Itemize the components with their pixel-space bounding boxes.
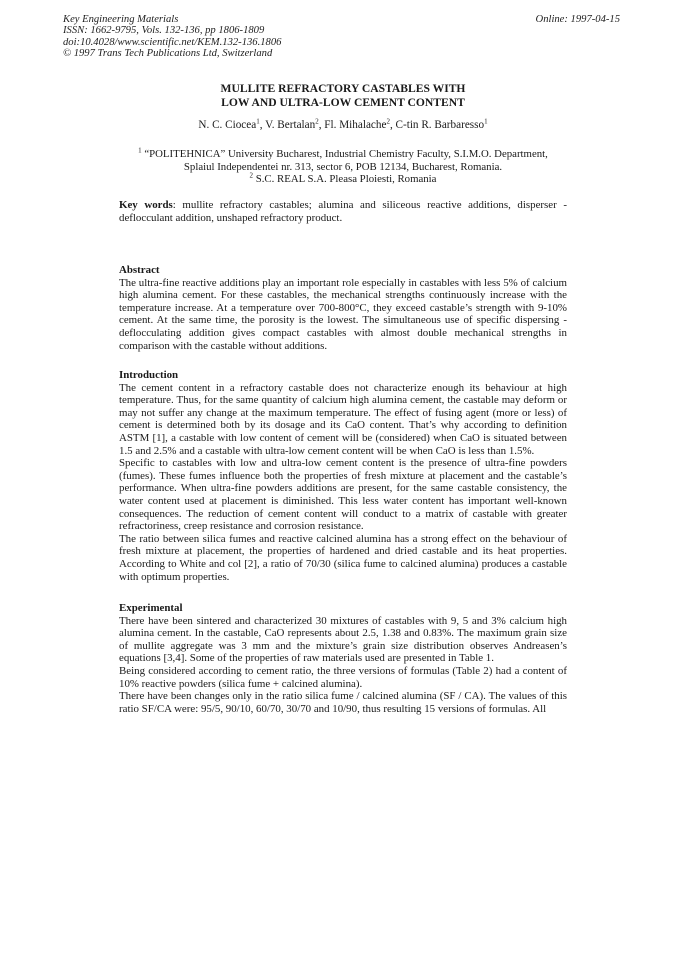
affil-marker: 2 bbox=[249, 171, 254, 180]
paper-title bbox=[63, 82, 623, 109]
affiliation-1 bbox=[63, 148, 623, 161]
keywords-label: Key words bbox=[119, 199, 173, 211]
affiliation-2 bbox=[63, 173, 623, 186]
affiliation-2-text: S.C. REAL S.A. Pleasa Ploiesti, Romania bbox=[253, 173, 437, 186]
author-list bbox=[63, 119, 623, 132]
author-name: , V. Bertalan bbox=[259, 119, 316, 131]
keywords-block bbox=[119, 199, 567, 225]
title-line-1: MULLITE REFRACTORY CASTABLES WITH bbox=[220, 82, 466, 95]
paragraph: Being considered according to cement ratio, the three versions of formulas (Table 2) had a content of 10% reactive powders (silica fume + calcined alumina). bbox=[119, 664, 567, 690]
affiliation-1-line-2: Splaiul Independentei nr. 313, sector 6, POB 12134, Bucharest, Romania. bbox=[183, 160, 503, 173]
experimental-heading: Experimental bbox=[119, 602, 183, 614]
introduction-heading: Introduction bbox=[119, 369, 179, 381]
abstract-heading: Abstract bbox=[119, 264, 160, 276]
paragraph: The ratio between silica fumes and reactive calcined alumina has a strong effect on the behaviour of fresh mixture at placement, the properties of hardened and dried castable and its heat properties. According to White and col [2], a ratio of 70/30 (silica fume to calcined alumina) produces a castable with optimum properties. bbox=[119, 532, 567, 583]
author-affil-marker: 2 bbox=[315, 117, 319, 126]
paragraph: There have been changes only in the ratio silica fume / calcined alumina (SF / CA). The values of this ratio SF/CA were: 95/5, 90/10, 60/70, 30/70 and 10/90, thus resulting 15 versions of formulas. All bbox=[119, 690, 567, 715]
paragraph: The cement content in a refractory castable does not characterize enough its behaviour at high temperature. Thus, for the same quantity of calcium high alumina cement, the castable may deform or may not suffer any change at the maximum temperature. The effect of fusing agent (more or less) of cement is determined both by its dosage and its CaO content. That’s why according to definition ASTM [1], a castable with low content of cement will be (considered) when CaO is situated between 1.5 and 2.5% and a castable with ultra-low cement content will be when CaO is less than 1.5%. bbox=[119, 381, 567, 457]
paragraph: Specific to castables with low and ultra-low cement content is the presence of ultra-fine powders (fumes). These fumes influence both the properties of fresh mixture at placement and the castable’s performance. When ultra-fine powders additions are present, for the same castable consistency, the water content used at placement is diminished. This less water content has important well-known consequences. The reduction of cement content will conduct to a matrix of castable with greater refractoriness, creep resistance and corrosion resistance. bbox=[119, 457, 567, 533]
issn-line: ISSN: 1662-9795, Vols. 132-136, pp 1806-1809 bbox=[63, 25, 265, 37]
introduction-section bbox=[119, 369, 567, 583]
affil-marker: 1 bbox=[138, 146, 142, 155]
author-name: N. C. Ciocea bbox=[198, 119, 257, 131]
doi-line: doi:10.4028/www.scientific.net/KEM.132-136.1806 bbox=[63, 36, 282, 48]
abstract-section bbox=[119, 264, 567, 352]
author-affil-marker: 1 bbox=[256, 117, 260, 126]
affiliations bbox=[63, 148, 623, 186]
copyright-line: © 1997 Trans Tech Publications Ltd, Switzerland bbox=[63, 48, 273, 60]
author-name: , Fl. Mihalache bbox=[318, 119, 387, 131]
paragraph: There have been sintered and characterized 30 mixtures of castables with 9, 5 and 3% calcium high alumina cement. In the castable, CaO represents about 2.5, 1.38 and 0.83%. The maximum grain size of mullite aggregate was 3 mm and the mixture’s grain size distribution observes Andreasen’s equations [3,4]. Some of the properties of raw materials used are presented in Table 1. bbox=[119, 614, 567, 665]
journal-name: Key Engineering Materials bbox=[63, 14, 179, 25]
author-affil-marker: 1 bbox=[484, 117, 488, 126]
journal-header bbox=[63, 14, 620, 60]
keywords-text: : mullite refractory castables; alumina and siliceous reactive additions, disperser - deflocculant addition, unshaped refractory product. bbox=[119, 199, 567, 224]
abstract-text: The ultra-fine reactive additions play an important role especially in castables with less 5% of calcium high alumina cement. For these castables, the mechanical strengths continuously increase with the temperature increase. At a temperature over 700-800°C, they exceed castable’s strength with 9-10% cement. At the same time, the porosity is the lowest. The simultaneous use of specific dispersing - deflocculating addition gives compact castables with almost double mechanical strengths in comparison with the castable without additions. bbox=[119, 276, 567, 352]
author-name: , C-tin R. Barbaresso bbox=[389, 119, 485, 131]
title-line-2: LOW AND ULTRA-LOW CEMENT CONTENT bbox=[221, 95, 465, 109]
affiliation-1-line-1: “POLITEHNICA” University Bucharest, Industrial Chemistry Faculty, S.I.M.O. Department, bbox=[141, 148, 548, 160]
online-date: Online: 1997-04-15 bbox=[535, 14, 620, 25]
author-affil-marker: 2 bbox=[386, 117, 390, 126]
experimental-section bbox=[119, 602, 567, 715]
